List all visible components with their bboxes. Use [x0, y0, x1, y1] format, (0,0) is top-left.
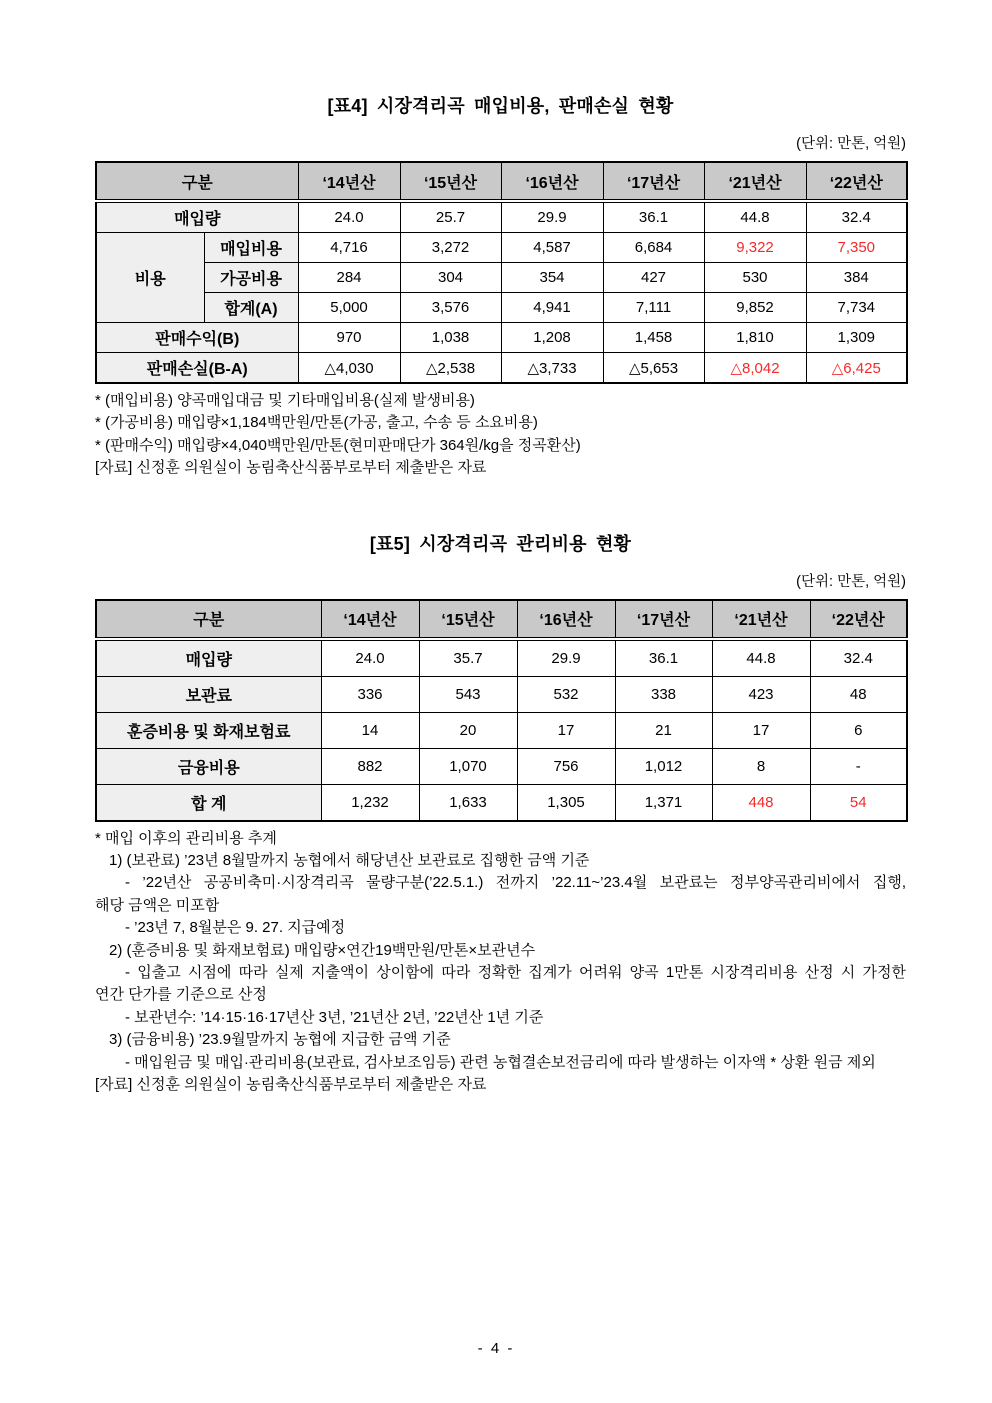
cell: 1,810: [704, 323, 806, 353]
row-label: 보관료: [96, 676, 321, 712]
note-line: - 보관년수: ’14·15·16·17년산 3년, ’21년산 2년, ’22년산 1년 기준: [125, 1008, 544, 1026]
cell-negative: 54: [810, 784, 907, 821]
table5-header-y16: ‘16년산: [517, 600, 615, 639]
cell: 8: [712, 748, 810, 784]
cell: 1,458: [603, 323, 704, 353]
row-label: 가공비용: [204, 263, 298, 293]
table4-row-sales-loss: [96, 353, 907, 384]
note-line: 1) (보관료) ’23년 8월말까지 농협에서 해당년산 보관료로 집행한 금액 기준: [109, 852, 590, 870]
cell: 1,070: [419, 748, 517, 784]
cell: △2,538: [400, 353, 501, 384]
table4-header-y21: ‘21년산: [704, 162, 806, 201]
cell: 6: [810, 712, 907, 748]
cell: 338: [615, 676, 712, 712]
row-label: 매입량: [96, 639, 321, 677]
table5-unit-label: (단위: 만톤, 억원): [796, 573, 906, 590]
cell: 530: [704, 263, 806, 293]
cell: 1,633: [419, 784, 517, 821]
cell: 1,305: [517, 784, 615, 821]
note-line: * (가공비용) 매입량×1,184백만원/만톤(가공, 출고, 수송 등 소요비용): [95, 414, 538, 432]
cell: 384: [806, 263, 907, 293]
cell: 1,208: [501, 323, 603, 353]
cell: 32.4: [806, 201, 907, 233]
table5-row-purchase-volume: [96, 639, 907, 677]
cell: 35.7: [419, 639, 517, 677]
cell: 543: [419, 676, 517, 712]
cell: 25.7: [400, 201, 501, 233]
note-line: 3) (금융비용) ’23.9월말까지 농협에 지급한 금액 기준: [109, 1031, 451, 1049]
cell-negative: 7,350: [806, 233, 907, 263]
cell: 48: [810, 676, 907, 712]
table5-header-gubun: 구분: [96, 600, 321, 639]
cell: 24.0: [298, 201, 400, 233]
cell: 36.1: [615, 639, 712, 677]
row-label: 금융비용: [96, 748, 321, 784]
note-line: - ’22년산 공공비축미·시장격리곡 물량구분(’22.5.1.) 전까지 ’22.11~’23.4월 보관료는 정부양곡관리비에서 집행,: [125, 874, 906, 892]
table5-header-row: [96, 600, 907, 639]
cell: 4,587: [501, 233, 603, 263]
row-label: 합 계: [96, 784, 321, 821]
cell: 9,852: [704, 293, 806, 323]
cell: 44.8: [704, 201, 806, 233]
table4-header-row: [96, 162, 907, 201]
note-line: 2) (훈증비용 및 화재보험료) 매입량×연간19백만원/만톤×보관년수: [109, 941, 536, 959]
table5-title: [표5] 시장격리곡 관리비용 현황: [369, 533, 632, 554]
row-group-label-cost: 비용: [96, 233, 204, 323]
cell: 21: [615, 712, 712, 748]
cell: 6,684: [603, 233, 704, 263]
table5-header-y15: ‘15년산: [419, 600, 517, 639]
cell: 427: [603, 263, 704, 293]
note-line: * 매입 이후의 관리비용 추계: [95, 829, 277, 847]
cell: -: [810, 748, 907, 784]
note-line: [자료] 신정훈 의원실이 농림축산식품부로부터 제출받은 자료: [95, 459, 487, 477]
note-line: - ’23년 7, 8월분은 9. 27. 지급예정: [125, 919, 346, 937]
cell: 1,232: [321, 784, 419, 821]
table4-row-purchase-volume: [96, 201, 907, 233]
table4-header-y15: ‘15년산: [400, 162, 501, 201]
table4-row-purchase-cost: [96, 233, 907, 263]
note-line: * (판매수익) 매입량×4,040백만원/만톤(현미판매단가 364원/kg을 정곡환산): [95, 436, 581, 454]
cell: 1,012: [615, 748, 712, 784]
cell: △3,733: [501, 353, 603, 384]
cell: 3,576: [400, 293, 501, 323]
cell: 17: [712, 712, 810, 748]
table5-row-total: [96, 784, 907, 821]
cell: 304: [400, 263, 501, 293]
cell-negative: 448: [712, 784, 810, 821]
row-label: 판매수익(B): [96, 323, 298, 353]
cell: 17: [517, 712, 615, 748]
cell-negative: △8,042: [704, 353, 806, 384]
page-content: [95, 0, 906, 1097]
cell: 20: [419, 712, 517, 748]
cell: 7,734: [806, 293, 907, 323]
note-line: - 입출고 시점에 따라 실제 지출액이 상이함에 따라 정확한 집계가 어려워 양곡 1만톤 시장격리비용 산정 시 가정한: [125, 964, 906, 982]
row-label: 합계(A): [204, 293, 298, 323]
table4-header-y22: ‘22년산: [806, 162, 907, 201]
table4-notes: [95, 390, 906, 480]
table5-header-y22: ‘22년산: [810, 600, 907, 639]
table5-row-finance-cost: [96, 748, 907, 784]
cell: 423: [712, 676, 810, 712]
table4-title: [표4] 시장격리곡 매입비용, 판매손실 현황: [327, 96, 674, 116]
cell: 29.9: [501, 201, 603, 233]
table4-row-sales-revenue: [96, 323, 907, 353]
row-label: 매입비용: [204, 233, 298, 263]
page-number: - 4 -: [477, 1340, 515, 1357]
row-label: 훈증비용 및 화재보험료: [96, 712, 321, 748]
row-label: 판매손실(B-A): [96, 353, 298, 384]
cell: 14: [321, 712, 419, 748]
note-line: * (매입비용) 양곡매입대금 및 기타매입비용(실제 발생비용): [95, 392, 475, 409]
table5-row-storage-fee: [96, 676, 907, 712]
note-line: 연간 단가를 기준으로 산정: [95, 986, 267, 1004]
note-line: 해당 금액은 미포함: [95, 896, 220, 914]
table5-notes: [95, 828, 906, 1097]
cell: 970: [298, 323, 400, 353]
note-line: - 매입원금 및 매입·관리비용(보관료, 검사보조임등) 관련 농협결손보전금리에 따라 발생하는 이자액 * 상환 원금 제외: [125, 1053, 876, 1071]
cell: 3,272: [400, 233, 501, 263]
cell: 4,941: [501, 293, 603, 323]
table5-row-fumigation-insurance: [96, 712, 907, 748]
cell: 32.4: [810, 639, 907, 677]
cell: 354: [501, 263, 603, 293]
cell: 1,309: [806, 323, 907, 353]
cell: △5,653: [603, 353, 704, 384]
cell: 24.0: [321, 639, 419, 677]
table5-header-y21: ‘21년산: [712, 600, 810, 639]
row-label: 매입량: [96, 201, 298, 233]
cell: 29.9: [517, 639, 615, 677]
cell: 882: [321, 748, 419, 784]
table4-header-gubun: 구분: [96, 162, 298, 201]
table4-header-y17: ‘17년산: [603, 162, 704, 201]
cell: 4,716: [298, 233, 400, 263]
cell: △4,030: [298, 353, 400, 384]
cell: 7,111: [603, 293, 704, 323]
cell: 44.8: [712, 639, 810, 677]
table5-header-y17: ‘17년산: [615, 600, 712, 639]
table5: [95, 599, 908, 822]
cell: 1,371: [615, 784, 712, 821]
cell: 36.1: [603, 201, 704, 233]
table4-header-y16: ‘16년산: [501, 162, 603, 201]
cell: 532: [517, 676, 615, 712]
cell-negative: 9,322: [704, 233, 806, 263]
cell-negative: △6,425: [806, 353, 907, 384]
note-line: [자료] 신정훈 의원실이 농림축산식품부로부터 제출받은 자료: [95, 1076, 487, 1094]
table4-unit-label: (단위: 만톤, 억원): [796, 136, 906, 152]
table4-header-y14: ‘14년산: [298, 162, 400, 201]
table4-row-cost-total: [96, 293, 907, 323]
table5-header-y14: ‘14년산: [321, 600, 419, 639]
table4-row-processing-cost: [96, 263, 907, 293]
cell: 5,000: [298, 293, 400, 323]
cell: 336: [321, 676, 419, 712]
cell: 1,038: [400, 323, 501, 353]
cell: 284: [298, 263, 400, 293]
table4: [95, 161, 908, 384]
cell: 756: [517, 748, 615, 784]
